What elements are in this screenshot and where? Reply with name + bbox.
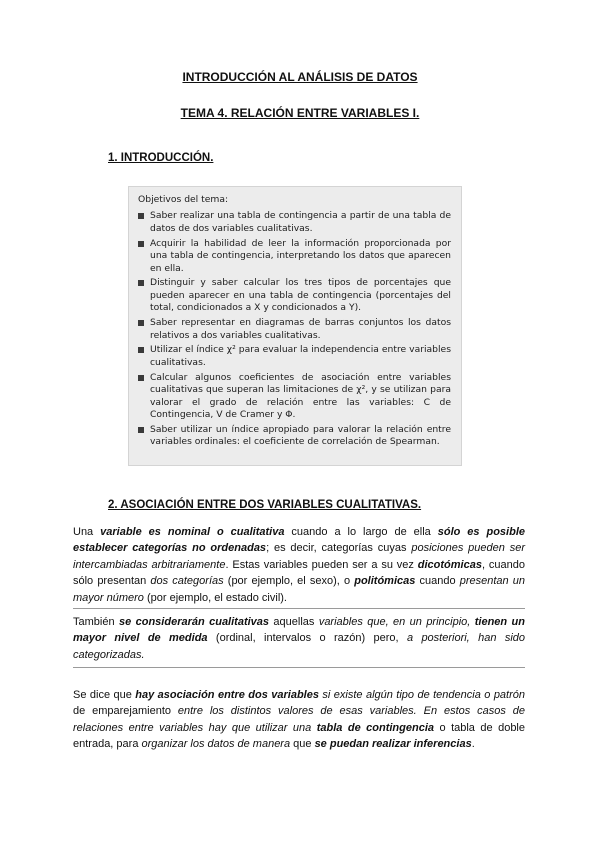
objective-item: Calcular algunos coeficientes de asociación entre variables cualitativas que superan las limitaciones de χ², y se utilizan para valorar el grado de relación entre las variables: C de Contingencia, V de Cramer y Φ.	[138, 372, 451, 422]
square-bullet-icon	[138, 213, 144, 219]
square-bullet-icon	[138, 241, 144, 247]
objectives-heading: Objetivos del tema:	[138, 194, 229, 205]
square-bullet-icon	[138, 427, 144, 433]
paragraph-categorized-variables: También se considerarán cualitativas aquellas variables que, en un principio, tienen un mayor nivel de medida (ordinal, intervalos o razón) pero, a posteriori, han sido categorizadas.	[73, 616, 526, 661]
objective-item: Acquirir la habilidad de leer la información proporcionada por una tabla de contingencia, interpretando los datos que aparecen en ella.	[138, 238, 451, 275]
objective-item: Utilizar el índice χ² para evaluar la independencia entre variables cualitativas.	[138, 344, 451, 369]
section-heading-asociacion: 2. ASOCIACIÓN ENTRE DOS VARIABLES CUALITATIVAS.	[108, 499, 422, 511]
course-title: INTRODUCCIÓN AL ANÁLISIS DE DATOS	[182, 70, 418, 84]
square-bullet-icon	[138, 375, 144, 381]
objectives-list	[138, 210, 451, 448]
objectives-box	[128, 186, 462, 466]
paragraph-association: Se dice que hay asociación entre dos variables si existe algún tipo de tendencia o patrón de emparejamiento entre los distintos valores de esas variables. En estos casos de relaciones entre variables hay que utilizar una tabla de contingencia o tabla de doble entrada, para organizar los datos de manera que se puedan realizar inferencias.	[73, 689, 526, 751]
topic-title: TEMA 4. RELACIÓN ENTRE VARIABLES I.	[180, 106, 420, 120]
objective-item: Saber realizar una tabla de contingencia a partir de una tabla de datos de dos variables cualitativas.	[138, 210, 451, 235]
square-bullet-icon	[138, 347, 144, 353]
paragraph-nominal-variables: Una variable es nominal o cualitativa cuando a lo largo de ella sólo es posible establecer categorías no ordenadas; es decir, categorías cuyas posiciones pueden ser intercambiadas arbitrariamente. Estas variables pueden ser a su vez dicotómicas, cuando sólo presentan dos categorías (por ejemplo, el sexo), o politómicas cuando presentan un mayor número (por ejemplo, el estado civil).	[73, 526, 526, 604]
square-bullet-icon	[138, 280, 144, 286]
square-bullet-icon	[138, 320, 144, 326]
objective-item: Saber representar en diagramas de barras conjuntos los datos relativos a dos variables cualitativas.	[138, 317, 451, 342]
objective-item: Saber utilizar un índice apropiado para valorar la relación entre variables ordinales: el coeficiente de correlación de Spearman.	[138, 424, 451, 449]
objective-item: Distinguir y saber calcular los tres tipos de porcentajes que pueden aparecer en una tabla de contingencia (porcentajes del total, condicionados a X y condicionados a Y).	[138, 277, 451, 314]
divider-bottom	[73, 667, 525, 668]
divider-top	[73, 608, 525, 609]
section-heading-introduccion: 1. INTRODUCCIÓN.	[108, 152, 214, 164]
